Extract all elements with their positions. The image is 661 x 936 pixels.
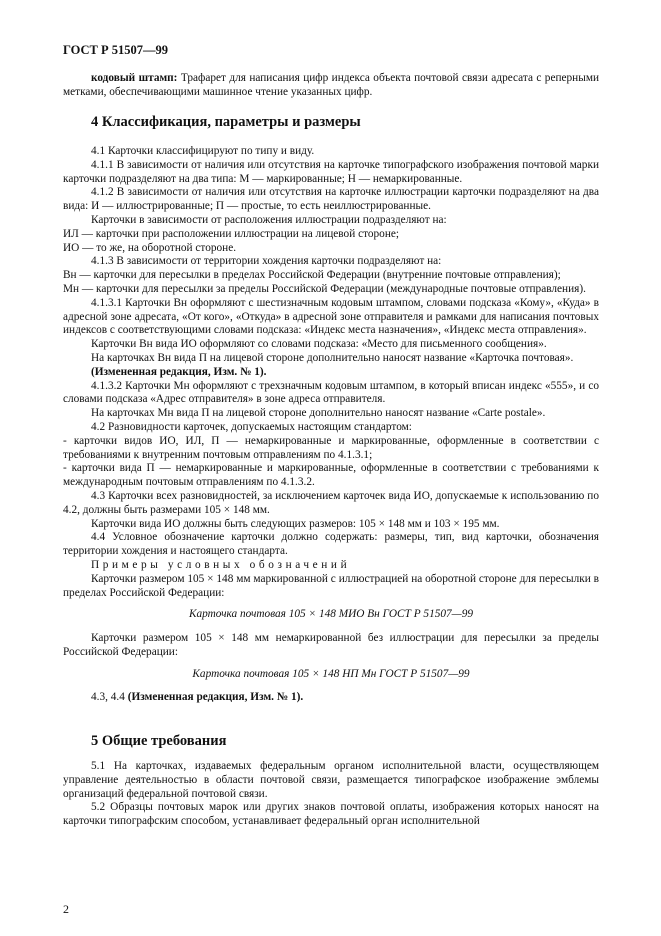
list-item: - карточки вида П — немаркированные и маркированные, оформленные в соответствии с требованиями к международным почтовым отправлениям по 4.1.3.2. — [63, 462, 599, 489]
section-5-title: 5 Общие требования — [91, 733, 227, 749]
definition-paragraph — [63, 72, 599, 100]
example-designation: Карточка почтовая 105 × 148 МИО Вн ГОСТ Р 51507—99 — [188, 608, 474, 621]
definition-term: кодовый штамп: — [91, 72, 178, 84]
paragraph: ИЛ — карточки при расположении иллюстрации на лицевой стороне; — [63, 227, 400, 240]
paragraph: 4.1.1 В зависимости от наличия или отсутствия на карточке типографского изображения почтовой марки карточки подразделяют на два типа: М — маркированные; Н — немаркированные. — [63, 158, 599, 185]
amendment-note — [63, 691, 599, 705]
paragraph: 5.1 На карточках, издаваемых федеральным органом исполнительной власти, осуществляющем управление деятельностью в области почтовой связи, размещается типографское изображение эмблемы организаций федеральной почтовой связи. — [63, 760, 599, 800]
amendment-clauses: 4.3, 4.4 — [91, 691, 125, 704]
paragraph: Мн — карточки для пересылки за пределы Российской Федерации (международные почтовые отправления). — [63, 282, 586, 295]
amendment-note: (Измененная редакция, Изм. № 1). — [91, 365, 267, 378]
paragraph: 4.1.3.1 Карточки Вн оформляют с шестизначным кодовым штампом, словами подсказа «Кому», «Куда» в адресной зоне адресата, «От кого», «Откуда» в адресной зоне отправителя и рамками для написания почтовых индексов с соответствующими словами подсказа: «Индекс места назначения», «Индекс места отправления». — [63, 296, 599, 337]
amendment-text: (Измененная редакция, Изм. № 1). — [127, 691, 304, 704]
section-5-body — [63, 760, 599, 829]
paragraph: 4.1.3.2 Карточки Мн оформляют с трехзначным кодовым штампом, в который вписан индекс «555», и со словами подсказа «Адрес отправителя» в зоне адреса отправителя. — [63, 379, 599, 406]
definition-text: Трафарет для написания цифр индекса объекта почтовой связи адресата с реперными метками, обеспечивающими машинное чтение указанных цифр. — [63, 72, 600, 98]
paragraph: Карточки вида ИО должны быть следующих размеров: 105 × 148 мм и 103 × 195 мм. — [91, 517, 500, 530]
section-4-title: 4 Классификация, параметры и размеры — [91, 114, 361, 130]
paragraph: 4.4 Условное обозначение карточки должно содержать: размеры, тип, вид карточки, обозначения территории хождения и настоящего стандарта. — [63, 531, 599, 558]
paragraph: На карточках Вн вида П на лицевой стороне дополнительно наносят название «Карточка почтовая». — [91, 351, 574, 364]
paragraph: 4.3 Карточки всех разновидностей, за исключением карточек вида ИО, допускаемые к использованию по 4.2, должны быть размерами 105 × 148 мм. — [63, 489, 599, 516]
paragraph: Карточки размером 105 × 148 мм немаркированной без иллюстрации для пересылки за пределы Российской Федерации: — [63, 632, 599, 658]
paragraph: Вн — карточки для пересылки в пределах Российской Федерации (внутренние почтовые отправления); — [63, 269, 561, 282]
paragraph: 5.2 Образцы почтовых марок или других знаков почтовой оплаты, изображения которых наносят на карточки типографским способом, устанавливает федеральный орган исполнительной — [63, 801, 599, 828]
example-designation: Карточка почтовая 105 × 148 НП Мн ГОСТ Р 51507—99 — [192, 667, 470, 680]
page-header-code: ГОСТ Р 51507—99 — [63, 43, 169, 57]
paragraph: Карточки размером 105 × 148 мм маркированной с иллюстрацией на оборотной стороне для пересылки в пределах Российской Федерации: — [63, 572, 599, 599]
paragraph: 4.1.2 В зависимости от наличия или отсутствия на карточке иллюстрации карточки подразделяют на два вида: И — иллюстрированные; П — простые, то есть неиллюстрированные. — [63, 186, 599, 213]
paragraph: Карточки в зависимости от расположения иллюстрации подразделяют на: — [91, 213, 447, 226]
paragraph: 4.1 Карточки классифицируют по типу и виду. — [91, 145, 315, 157]
list-item: - карточки видов ИО, ИЛ, П — немаркированные и маркированные, оформленные в соответствии с требованиями к внутренним почтовым отправлениям по 4.1.3.1; — [63, 434, 599, 461]
page-number: 2 — [63, 902, 69, 916]
paragraph: 4.2 Разновидности карточек, допускаемых настоящим стандартом: — [91, 420, 412, 433]
paragraph: Карточки Вн вида ИО оформляют со словами подсказа: «Место для письменного сообщения». — [91, 338, 547, 351]
paragraph: 4.1.3 В зависимости от территории хождения карточки подразделяют на: — [91, 255, 442, 268]
paragraph: На карточках Мн вида П на лицевой стороне дополнительно наносят название «Carte postale». — [91, 407, 546, 420]
intro-definition — [63, 72, 599, 100]
examples-heading: Примеры условных обозначений — [91, 558, 351, 571]
section-4-body — [63, 145, 599, 705]
paragraph: ИО — то же, на оборотной стороне. — [63, 241, 237, 254]
